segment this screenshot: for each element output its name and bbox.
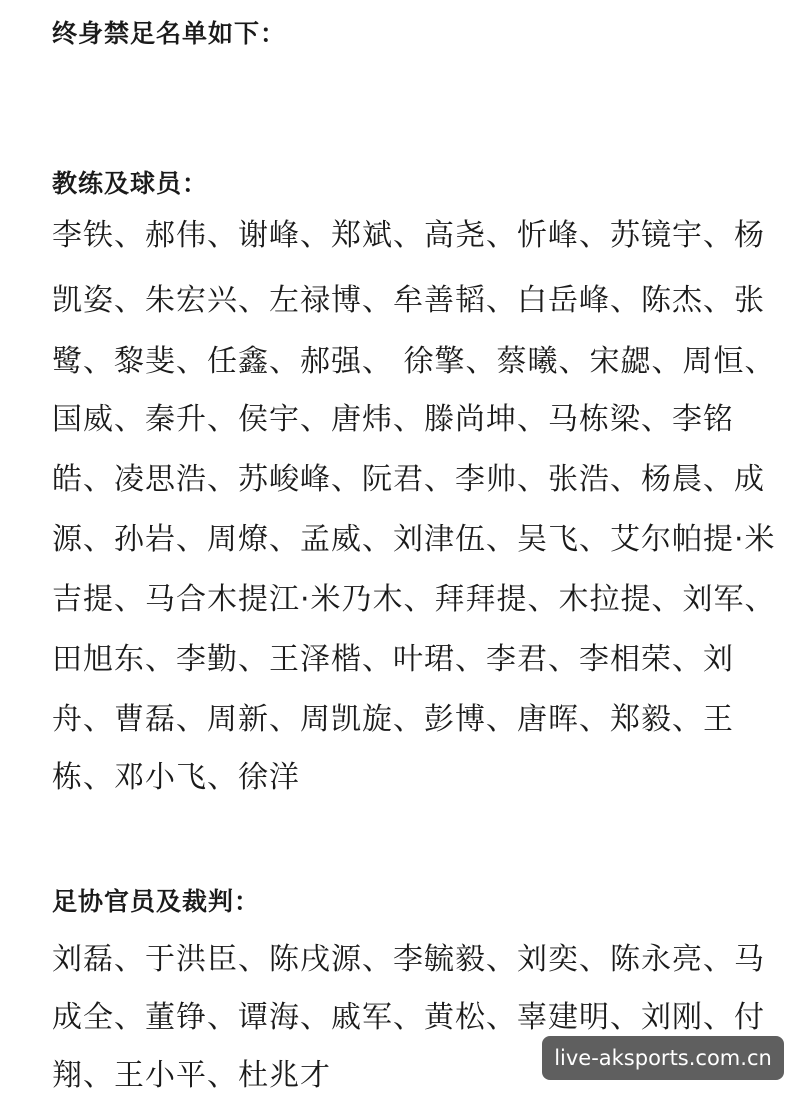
officials-line: 刘磊、于洪臣、陈戌源、李毓毅、刘奕、陈永亮、马 [52, 942, 765, 977]
players-line: 李铁、郝伟、谢峰、郑斌、高尧、忻峰、苏镜宇、杨 [52, 218, 765, 253]
players-line: 鹭、黎斐、任鑫、郝强、 徐擎、蔡曦、宋勰、周恒、 [52, 344, 776, 379]
officials-line: 成全、董铮、谭海、戚军、黄松、辜建明、刘刚、付 [52, 1000, 765, 1035]
page-title: 终身禁足名单如下： [52, 19, 287, 48]
players-line: 国威、秦升、侯宇、唐炜、滕尚坤、马栋梁、李铭 [52, 402, 734, 437]
players-line: 皓、凌思浩、苏峻峰、阮君、李帅、张浩、杨晨、成 [52, 462, 765, 497]
officials-line: 翔、王小平、杜兆才 [52, 1058, 331, 1093]
players-line: 田旭东、李勤、王泽楷、叶珺、李君、李相荣、刘 [52, 642, 734, 677]
watermark-badge: live-aksports.com.cn [542, 1036, 784, 1080]
officials-section-heading: 足协官员及裁判： [52, 887, 261, 916]
players-line: 凯姿、朱宏兴、左禄博、牟善韬、白岳峰、陈杰、张 [52, 283, 765, 318]
players-line: 舟、曹磊、周新、周凯旋、彭博、唐晖、郑毅、王 [52, 702, 734, 737]
players-line: 源、孙岩、周燎、孟威、刘津伍、吴飞、艾尔帕提·米 [52, 522, 776, 557]
players-line: 吉提、马合木提江·米乃木、拜拜提、木拉提、刘军、 [52, 582, 776, 617]
players-section-heading: 教练及球员： [52, 169, 209, 198]
players-line: 栋、邓小飞、徐洋 [52, 760, 300, 795]
